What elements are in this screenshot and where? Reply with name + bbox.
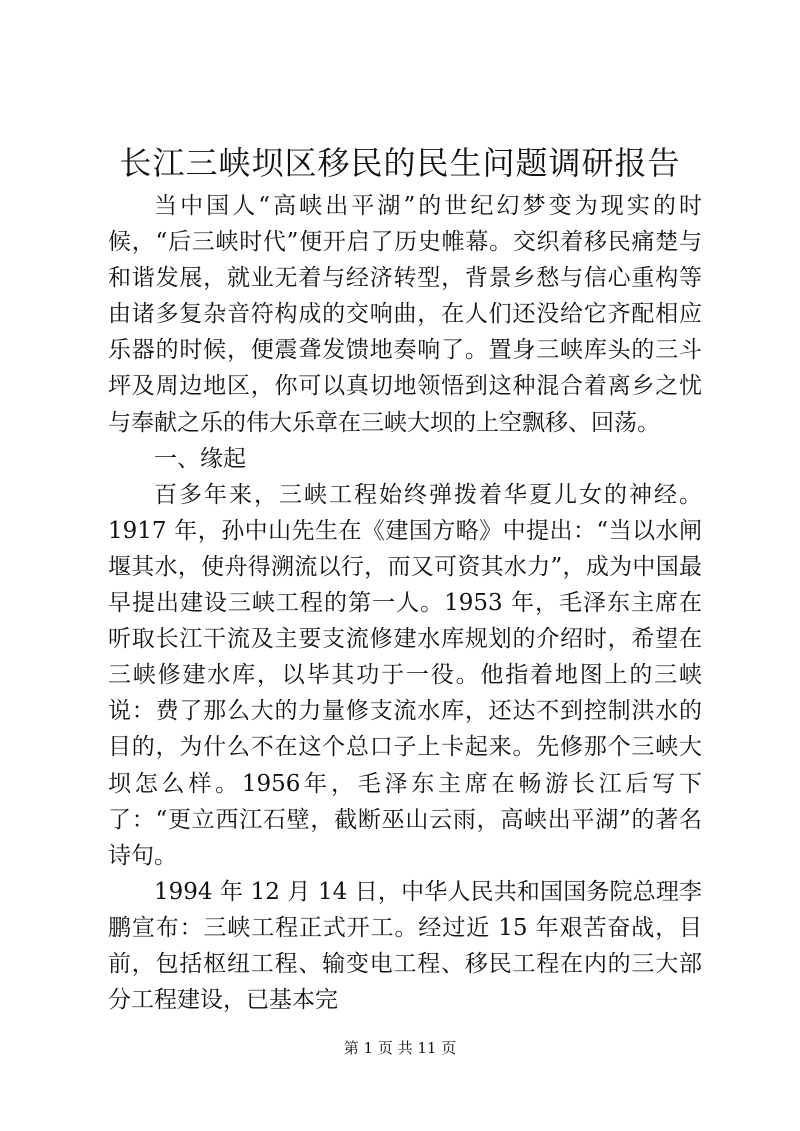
document-body [108, 188, 702, 1018]
page-number-footer: 第 1 页 共 11 页 [343, 1039, 457, 1057]
paragraph-intro: 当中国人“高峡出平湖”的世纪幻梦变为现实的时候，“后三峡时代”便开启了历史帷幕。交织着移民痛楚与和谐发展，就业无着与经济转型，背景乡愁与信心重构等由诸多复杂音符构成的交响曲，在人们还没给它齐配相应乐器的时候，便震聋发馈地奏响了。置身三峡库头的三斗坪及周边地区，你可以真切地领悟到这种混合着离乡之忧与奉献之乐的伟大乐章在三峡大坝的上空飘移、回荡。 [108, 193, 702, 436]
section-heading-origin: 一、缘起 [154, 445, 246, 472]
page-title: 长江三峡坝区移民的民生问题调研报告 [119, 144, 681, 182]
paragraph-construction: 1994 年 12 月 14 日，中华人民共和国国务院总理李鹏宣布：三峡工程正式开工。经过近 15 年艰苦奋战，目前，包括枢纽工程、输变电工程、移民工程在内的三大部分工程建设，已基本完 [108, 878, 702, 1014]
paragraph-history: 百多年来，三峡工程始终弹拨着华夏儿女的神经。1917 年，孙中山先生在《建国方略》中提出：“当以水闸堰其水，使舟得溯流以行，而又可资其水力”，成为中国最早提出建设三峡工程的第一人。1953 年，毛泽东主席在听取长江干流及主要支流修建水库规划的介绍时，希望在三峡修建水库，以毕其功于一役。他指着地图上的三峡说：费了那么大的力量修支流水库，还达不到控制洪水的目的，为什么不在这个总口子上卡起来。先修那个三峡大坝怎么样。1956年，毛泽东主席在畅游长江后写下了：“更立西江石壁，截断巫山云雨，高峡出平湖”的著名诗句。 [108, 481, 702, 869]
